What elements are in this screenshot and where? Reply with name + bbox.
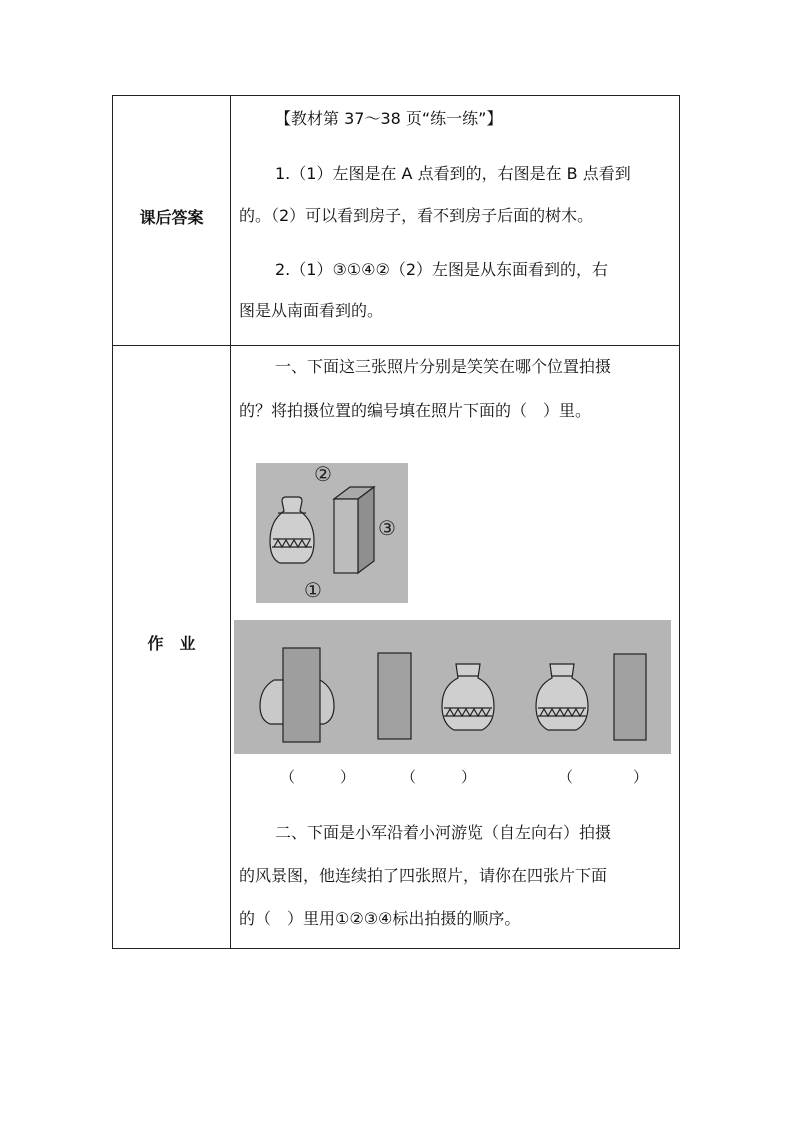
answer-2-line-1: 2.（1）③①④②（2）左图是从东面看到的，右 <box>275 260 609 279</box>
view-box-1 <box>378 653 411 739</box>
answer-blank-2[interactable]: （ ） <box>401 768 477 786</box>
row-label-homework: 作 业 <box>147 634 196 653</box>
position-1: ① <box>304 578 322 602</box>
question-2-line-3: 的（ ）里用①②③④标出拍摄的顺序。 <box>239 909 521 928</box>
answer-blank-3[interactable]: （ ） <box>558 768 649 786</box>
column-divider <box>230 96 231 948</box>
question-2-line-1: 二、下面是小军沿着小河游览（自左向右）拍摄 <box>275 823 612 842</box>
textbook-reference: 【教材第 37～38 页“练一练”】 <box>275 109 503 128</box>
arrangement-photo <box>256 463 408 603</box>
question-2-line-2: 的风景图，他连续拍了四张照片，请你在四张片下面 <box>239 866 608 885</box>
position-3: ③ <box>378 516 396 540</box>
view-box-2 <box>614 654 646 740</box>
position-2: ② <box>314 463 332 486</box>
question-1-line-2: 的？将拍摄位置的编号填在照片下面的（ ）里。 <box>239 401 592 420</box>
box-drawing <box>334 487 374 573</box>
row-divider <box>113 345 679 346</box>
view-vase-behind-box <box>260 648 334 742</box>
view-vase-1 <box>442 664 494 730</box>
views-photo <box>234 620 671 754</box>
view-vase-2 <box>536 664 588 730</box>
answer-1-line-2: 的。（2）可以看到房子，看不到房子后面的树木。 <box>239 206 594 225</box>
vase-drawing <box>270 497 314 563</box>
homework-table <box>112 95 680 949</box>
row-label-answers: 课后答案 <box>139 208 204 227</box>
answer-1-line-1: 1.（1）左图是在 A 点看到的，右图是在 B 点看到 <box>275 164 631 183</box>
question-1-line-1: 一、下面这三张照片分别是笑笑在哪个位置拍摄 <box>275 357 612 376</box>
answer-2-line-2: 图是从南面看到的。 <box>239 301 384 320</box>
answer-blank-1[interactable]: （ ） <box>280 768 356 786</box>
